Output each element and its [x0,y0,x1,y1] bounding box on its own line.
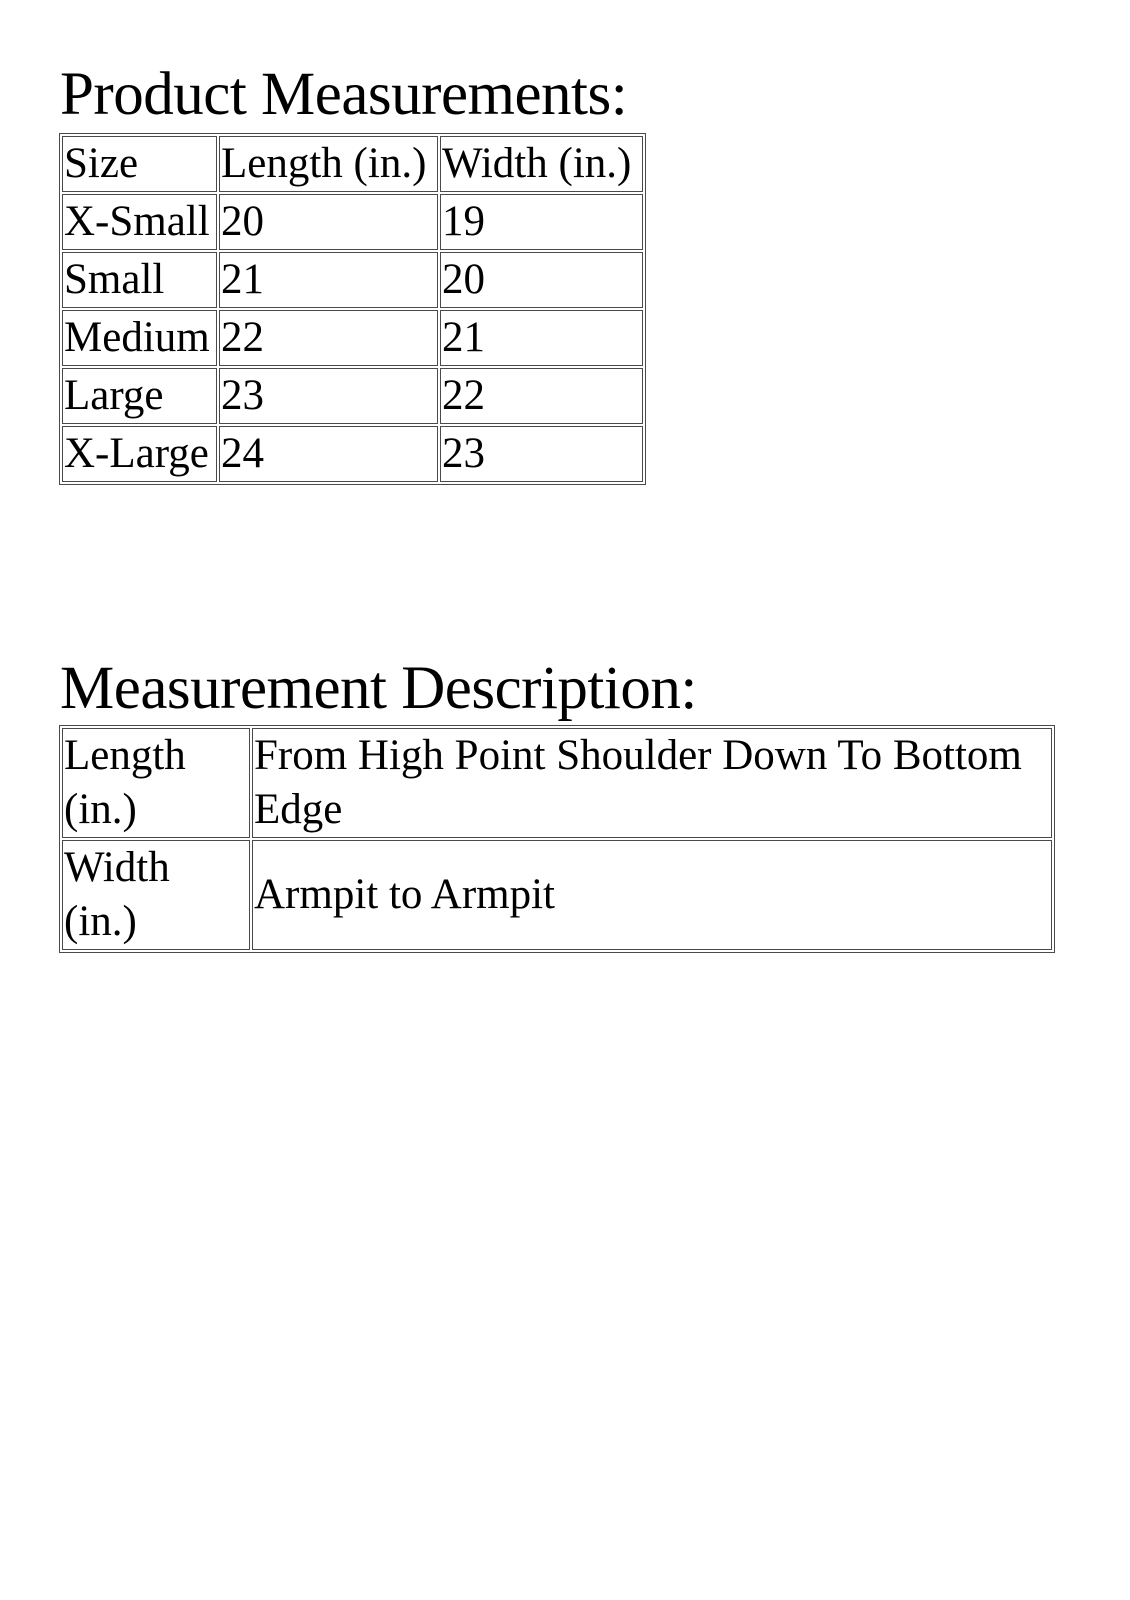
table-header-row [62,136,643,192]
table-row [62,194,643,250]
table-row [62,368,643,424]
width-cell: 20 [440,252,643,308]
measure-description-cell: From High Point Shoulder Down To Bottom Edge [252,728,1052,838]
size-measurements-table [59,133,646,485]
table-row [62,840,1052,950]
size-cell: Medium [62,310,217,366]
measure-name-cell: Length (in.) [62,728,250,838]
size-cell: Small [62,252,217,308]
length-cell: 21 [219,252,438,308]
size-cell: Large [62,368,217,424]
width-cell: 23 [440,426,643,482]
header-length: Length (in.) [219,136,438,192]
measurement-description-title: Measurement Description: [60,655,697,722]
table-row [62,252,643,308]
product-measurements-title: Product Measurements: [60,61,628,128]
size-cell: X-Large [62,426,217,482]
width-cell: 22 [440,368,643,424]
length-cell: 24 [219,426,438,482]
width-cell: 21 [440,310,643,366]
length-cell: 22 [219,310,438,366]
header-width: Width (in.) [440,136,643,192]
measurement-description-table [59,725,1055,953]
measure-name-cell: Width (in.) [62,840,250,950]
size-cell: X-Small [62,194,217,250]
table-row [62,728,1052,838]
length-cell: 20 [219,194,438,250]
table-row [62,426,643,482]
header-size: Size [62,136,217,192]
width-cell: 19 [440,194,643,250]
length-cell: 23 [219,368,438,424]
table-row [62,310,643,366]
measure-description-cell: Armpit to Armpit [252,840,1052,950]
